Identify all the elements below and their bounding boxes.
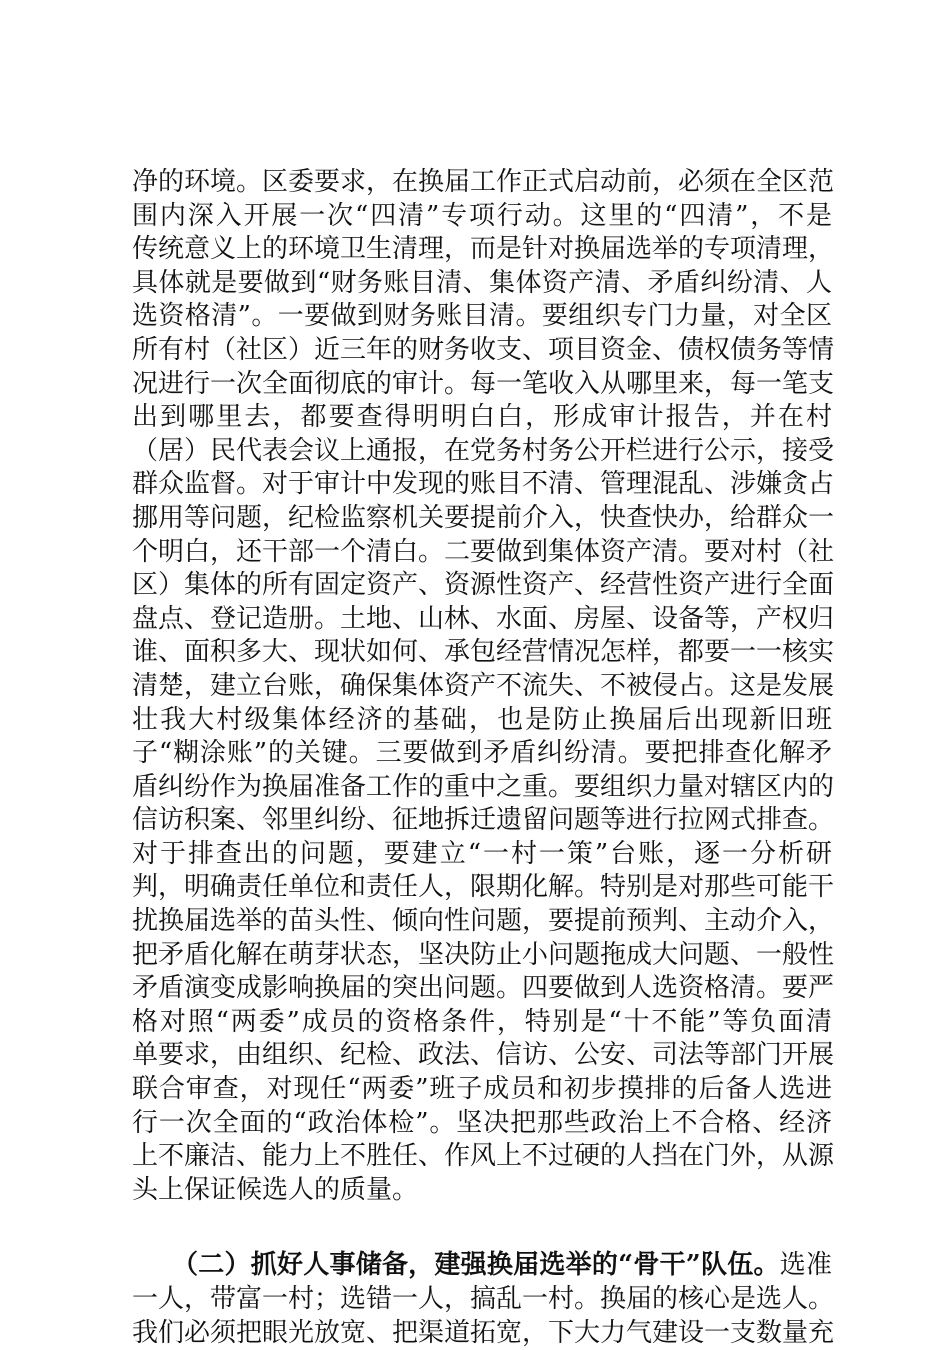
document-page [132,166,835,1350]
paragraph-line: 信访积案、邻里纠纷、征地拆迁遗留问题等进行拉网式排查。 [132,805,835,836]
heading-line-rest: 选准 [779,1250,832,1281]
paragraph-line: 联合审查，对现任“两委”班子成员和初步摸排的后备人选进 [132,1074,832,1105]
paragraph-line: 净的环境。区委要求，在换届工作正式启动前，必须在全区范 [132,167,835,197]
paragraph-line: 判，明确责任单位和责任人，限期化解。特别是对那些可能干 [132,872,835,903]
paragraph-line: 扰换届选举的苗头性、倾向性问题，要提前预判、主动介入， [132,906,835,937]
paragraph-line: 壮我大村级集体经济的基础，也是防止换届后出现新旧班 [132,704,832,735]
paragraph-line: 把矛盾化解在萌芽状态，坚决防止小问题拖成大问题、一般性 [132,939,835,970]
paragraph-line: 况进行一次全面彻底的审计。每一笔收入从哪里来，每一笔支 [132,368,835,399]
paragraph-line: 上不廉洁、能力上不胜任、作风上不过硬的人挡在门外，从源 [132,1141,835,1172]
paragraph-line: 单要求，由组织、纪检、政法、信访、公安、司法等部门开展 [132,1040,835,1071]
paragraph-line: 头上保证候选人的质量。 [132,1174,419,1205]
paragraph-line: 矛盾演变成影响换届的突出问题。四要做到人选资格清。要严 [132,973,835,1004]
paragraph-line: 谁、面积多大、现状如何、承包经营情况怎样，都要一一核实 [132,637,835,668]
paragraph-line: 区）集体的所有固定资产、资源性资产、经营性资产进行全面 [132,570,835,601]
paragraph-four-clears [132,166,835,1207]
paragraph-line: 群众监督。对于审计中发现的账目不清、管理混乱、涉嫌贪占 [132,469,835,500]
paragraph-line: 选资格清”。一要做到财务账目清。要组织专门力量，对全区 [132,301,832,332]
paragraph-line: 我们必须把眼光放宽、把渠道拓宽，下大力气建设一支数量充 [132,1317,835,1348]
paragraph-line: 围内深入开展一次“四清”专项行动。这里的“四清”，不是 [132,200,832,231]
section-heading: （二）抓好人事储备，建强换届选举的“骨干”队伍。 [172,1250,780,1281]
paragraph-gap [132,1207,832,1249]
paragraph-line: 一人，带富一村；选错一人，搞乱一村。换届的核心是选人。 [132,1284,835,1314]
paragraph-line: 盘点、登记造册。土地、山林、水面、房屋、设备等，产权归 [132,603,835,634]
paragraph-line: 出到哪里去，都要查得明明白白，形成审计报告，并在村 [132,402,832,433]
paragraph-line: （居）民代表会议上通报，在党务村务公开栏进行公示，接受 [132,435,835,466]
paragraph-line: 格对照“两委”成员的资格条件，特别是“十不能”等负面清 [132,1006,832,1037]
paragraph-line: 个明白，还干部一个清白。二要做到集体资产清。要对村（社 [132,536,835,567]
paragraph-line: 行一次全面的“政治体检”。坚决把那些政治上不合格、经济 [132,1107,832,1138]
paragraph-line: 具体就是要做到“财务账目清、集体资产清、矛盾纠纷清、人 [132,267,832,298]
paragraph-line: 清楚，建立台账，确保集体资产不流失、不被侵占。这是发展 [132,670,835,701]
paragraph-line: 对于排查出的问题，要建立“一村一策”台账，逐一分析研 [132,838,832,869]
paragraph-line: 盾纠纷作为换届准备工作的重中之重。要组织力量对辖区内的 [132,771,835,802]
paragraph-line: 传统意义上的环境卫生清理，而是针对换届选举的专项清理， [132,234,835,265]
paragraph-line: 子“糊涂账”的关键。三要做到矛盾纠纷清。要把排查化解矛 [132,738,832,769]
paragraph-line: 挪用等问题，纪检监察机关要提前介入，快查快办，给群众一 [132,502,835,533]
paragraph-line: 所有村（社区）近三年的财务收支、项目资金、债权债务等情 [132,334,835,365]
paragraph-personnel-reserve [132,1249,835,1350]
section-heading-line [132,1249,832,1283]
